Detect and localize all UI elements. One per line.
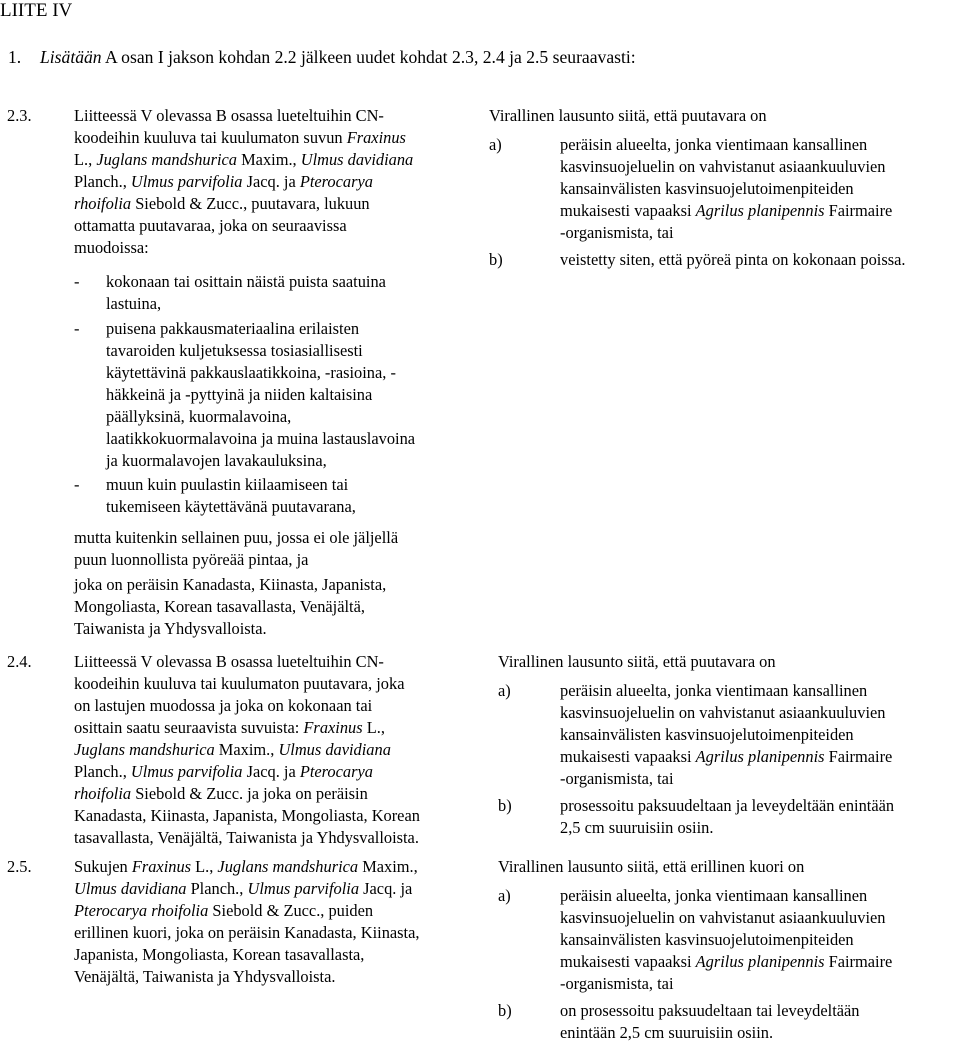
text-line: Liitteessä V olevassa B osassa lueteltuihin CN- xyxy=(74,106,384,125)
species-name: Juglans mandshurica xyxy=(217,857,359,876)
text-line: koodeihin kuuluva tai kuulumaton suvun Fraxinus xyxy=(74,128,406,147)
bullet-item: muun kuin puulastin kiilaamiseen tai tukemiseen käytettävänä puutavarana, xyxy=(106,475,356,516)
section-2-5-text: Sukujen Fraxinus L., Juglans mandshurica Maxim., Ulmus davidiana Planch., Ulmus parvifolia Jacq. ja Pterocarya rhoifolia Siebold & Zucc., puiden erillinen kuori, joka on peräisin Kanadasta, Kiinasta, Japanista, Mongoliasta, Korean tasavallasta, Venäjältä, Taiwanista ja Yhdysvalloista. xyxy=(74,857,420,986)
option-a-text: peräisin alueelta, jonka vientimaan kansallinen kasvinsuojeluelin on vahvistanut asiaankuuluvien kansainvälisten kasvinsuojelutoimenpiteiden mukaisesti vapaaksi Agrilus planipennis Fairmaire -organismista, tai xyxy=(560,886,893,993)
section-number-2-5: 2.5. xyxy=(7,857,32,876)
species-name: Ulmus parvifolia xyxy=(130,762,243,781)
option-b-text: on prosessoitu paksuudeltaan tai leveydeltään enintään 2,5 cm suuruisiin osiin. xyxy=(560,1001,860,1042)
species-name: Pterocarya rhoifolia xyxy=(74,901,209,920)
annex-title: LIITE IV xyxy=(0,0,73,21)
requirement-2-4-heading: Virallinen lausunto siitä, että puutavara on xyxy=(498,652,776,671)
species-name: Ulmus davidiana xyxy=(300,150,414,169)
bullet-item: kokonaan tai osittain näistä puista saatuina lastuina, xyxy=(106,272,386,313)
species-name: Fraxinus xyxy=(346,128,406,147)
species-name: Fraxinus xyxy=(303,718,363,737)
species-name: Agrilus planipennis xyxy=(695,201,825,220)
species-name: Agrilus planipennis xyxy=(695,747,825,766)
text-line: rhoifolia Siebold & Zucc., puutavara, lukuun xyxy=(74,194,370,213)
species-name: Ulmus davidiana xyxy=(74,879,187,898)
option-b-label: b) xyxy=(498,1001,512,1020)
species-name: Pterocarya xyxy=(299,762,373,781)
section-2-3-origin: joka on peräisin Kanadasta, Kiinasta, Japanista, Mongoliasta, Korean tasavallasta, Venäjältä, Taiwanista ja Yhdysvalloista. xyxy=(74,575,387,638)
species-name: rhoifolia xyxy=(74,784,132,803)
text-line: L., Juglans mandshurica Maxim., Ulmus davidiana xyxy=(74,150,414,169)
intro-italic: Lisätään xyxy=(40,47,102,67)
bullet-item: puisena pakkausmateriaalina erilaisten tavaroiden kuljetuksessa tosiasiallisesti käytettävinä pakkauslaatikkoina, -rasioina, - häkkeinä ja -pyttyinä ja niiden kaltaisina päällyksinä, kuormalavoina, laatikkokuormalavoina ja muina lastauslavoina ja kuormalavojen lavakauluksina, xyxy=(106,319,416,470)
species-name: Ulmus davidiana xyxy=(278,740,391,759)
section-2-3-condition: mutta kuitenkin sellainen puu, jossa ei ole jäljellä puun luonnollista pyöreää pintaa, ja xyxy=(74,528,399,569)
text-line: muodoissa: xyxy=(74,238,149,257)
section-2-4-text: Liitteessä V olevassa B osassa lueteltuihin CN- koodeihin kuuluva tai kuulumaton puutavara, joka on lastujen muodossa ja joka on kokonaan tai osittain saatu seuraavista suvuista: Fraxinus L., Juglans mandshurica Maxim., Ulmus davidiana Planch., Ulmus parvifolia Jacq. ja Pterocarya rhoifolia Siebold & Zucc. ja joka on peräisin Kanadasta, Kiinasta, Japanista, Mongoliasta, Korean tasavallasta, Venäjältä, Taiwanista ja Yhdysvalloista. xyxy=(74,652,420,847)
intro-rest: A osan I jakson kohdan 2.2 jälkeen uudet kohdat 2.3, 2.4 ja 2.5 seuraavasti: xyxy=(101,47,636,67)
option-b-label: b) xyxy=(498,796,512,815)
species-name: Juglans mandshurica xyxy=(96,150,237,169)
option-b-label: b) xyxy=(489,250,503,269)
text-line: Planch., Ulmus parvifolia Jacq. ja Pterocarya xyxy=(74,172,373,191)
species-name: Pterocarya xyxy=(299,172,373,191)
intro-text xyxy=(40,46,636,68)
option-a-text: peräisin alueelta, jonka vientimaan kansallinen kasvinsuojeluelin on vahvistanut asiaankuuluvien kansainvälisten kasvinsuojelutoimenpiteiden mukaisesti vapaaksi Agrilus planipennis Fairmaire -organismista, tai xyxy=(560,135,893,242)
species-name: rhoifolia xyxy=(74,194,132,213)
option-b-text: veistetty siten, että pyöreä pinta on kokonaan poissa. xyxy=(560,250,906,269)
requirement-2-3-heading: Virallinen lausunto siitä, että puutavara on xyxy=(489,106,767,125)
species-name: Fraxinus xyxy=(131,857,192,876)
text-line: ottamatta puutavaraa, joka on seuraavissa xyxy=(74,216,347,235)
species-name: Juglans mandshurica xyxy=(74,740,215,759)
option-b-text: prosessoitu paksuudeltaan ja leveydeltään enintään 2,5 cm suuruisiin osiin. xyxy=(560,796,895,837)
species-name: Ulmus parvifolia xyxy=(130,172,243,191)
section-number-2-4: 2.4. xyxy=(7,652,32,671)
section-2-3-text xyxy=(74,105,484,259)
requirement-2-5-heading: Virallinen lausunto siitä, että erillinen kuori on xyxy=(498,857,805,876)
bullet-dash: - xyxy=(74,272,80,291)
intro-number: 1. xyxy=(8,47,22,67)
bullet-dash: - xyxy=(74,319,80,338)
option-a-label: a) xyxy=(498,886,511,905)
species-name: Agrilus planipennis xyxy=(695,952,825,971)
species-name: Ulmus parvifolia xyxy=(247,879,360,898)
option-a-label: a) xyxy=(489,135,502,154)
section-number-2-3: 2.3. xyxy=(7,106,32,125)
option-a-text: peräisin alueelta, jonka vientimaan kansallinen kasvinsuojeluelin on vahvistanut asiaankuuluvien kansainvälisten kasvinsuojelutoimenpiteiden mukaisesti vapaaksi Agrilus planipennis Fairmaire -organismista, tai xyxy=(560,681,893,788)
bullet-dash: - xyxy=(74,475,80,494)
option-a-label: a) xyxy=(498,681,511,700)
